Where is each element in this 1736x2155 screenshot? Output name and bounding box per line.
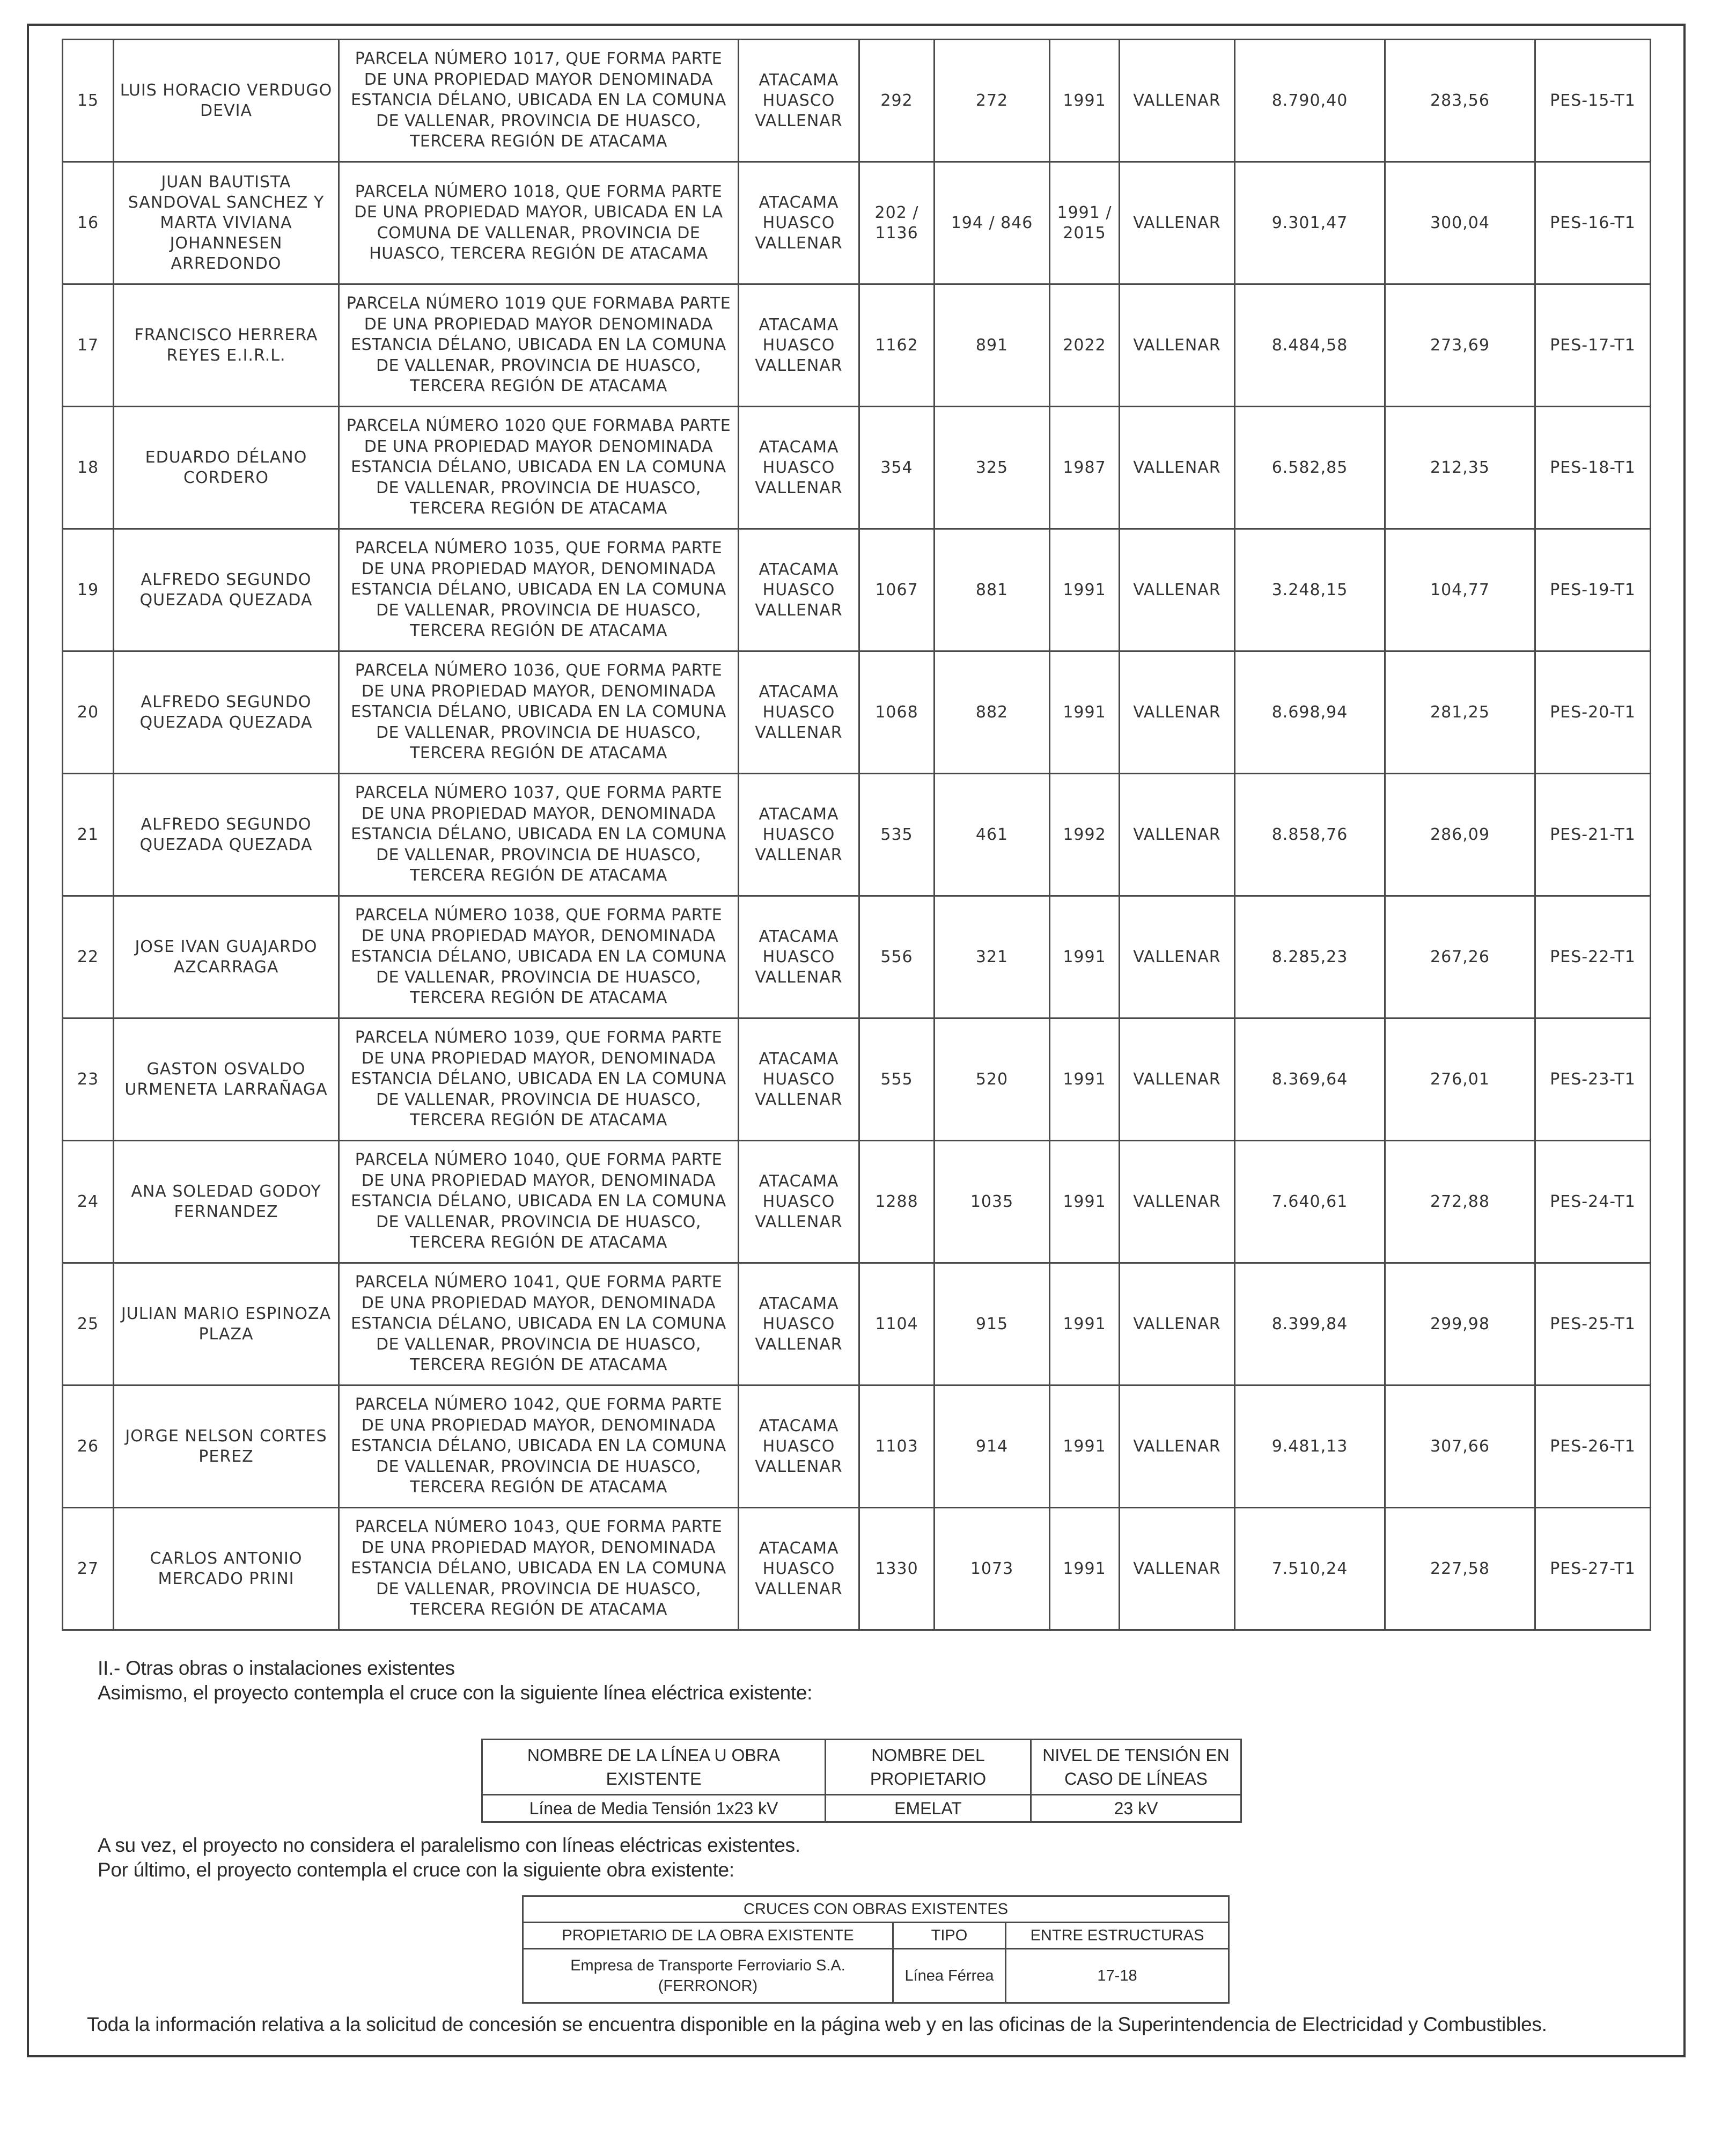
parcel-area: 8.285,23 xyxy=(1235,896,1385,1018)
parcel-number: 26 xyxy=(63,1386,114,1508)
parcel-owner: FRANCISCO HERRERA REYES E.I.R.L. xyxy=(114,284,339,407)
parcel-registry-number: 1035 xyxy=(935,1141,1050,1263)
parcel-fojas: 1068 xyxy=(859,651,935,774)
lines-cell-line-name: Línea de Media Tensión 1x23 kV xyxy=(482,1795,826,1822)
crossings-cell-type: Línea Férrea xyxy=(893,1949,1006,2003)
parcel-code: PES-21-T1 xyxy=(1535,774,1651,896)
parcel-region: ATACAMA HUASCO VALLENAR xyxy=(739,1263,859,1386)
parcel-length: 227,58 xyxy=(1385,1508,1535,1630)
parcel-registry-office: VALLENAR xyxy=(1120,162,1235,284)
crossings-header-type: TIPO xyxy=(893,1923,1006,1949)
parcel-region: ATACAMA HUASCO VALLENAR xyxy=(739,774,859,896)
crossings-row xyxy=(523,1949,1229,2003)
parcel-year: 1991 xyxy=(1050,529,1120,651)
parcel-fojas: 354 xyxy=(859,407,935,529)
lines-table-row xyxy=(482,1795,1241,1822)
parcel-table xyxy=(62,39,1651,1631)
parcel-owner: JORGE NELSON CORTES PEREZ xyxy=(114,1386,339,1508)
footer-note: Toda la información relativa a la solicitud de concesión se encuentra disponible en la página web y en las oficinas de la Superintendencia de Electricidad y Combustibles. xyxy=(87,2013,1547,2035)
parcel-year: 1991 / 2015 xyxy=(1050,162,1120,284)
crossings-cell-owner: Empresa de Transporte Ferroviario S.A. (FERRONOR) xyxy=(523,1949,893,2003)
parcel-owner: JUAN BAUTISTA SANDOVAL SANCHEZ Y MARTA VIVIANA JOHANNESEN ARREDONDO xyxy=(114,162,339,284)
parcel-area: 7.640,61 xyxy=(1235,1141,1385,1263)
parcel-description: PARCELA NÚMERO 1020 QUE FORMABA PARTE DE UNA PROPIEDAD MAYOR DENOMINADA ESTANCIA DÉLANO, UBICADA EN LA COMUNA DE VALLENAR, PROVINCIA DE HUASCO, TERCERA REGIÓN DE ATACAMA xyxy=(339,407,739,529)
parcel-description: PARCELA NÚMERO 1019 QUE FORMABA PARTE DE UNA PROPIEDAD MAYOR DENOMINADA ESTANCIA DÉLANO, UBICADA EN LA COMUNA DE VALLENAR, PROVINCIA DE HUASCO, TERCERA REGIÓN DE ATACAMA xyxy=(339,284,739,407)
parcel-area: 8.698,94 xyxy=(1235,651,1385,774)
parcel-area: 3.248,15 xyxy=(1235,529,1385,651)
existing-lines-table xyxy=(481,1739,1242,1823)
parcel-fojas: 555 xyxy=(859,1018,935,1141)
parcel-registry-number: 1073 xyxy=(935,1508,1050,1630)
lines-cell-owner: EMELAT xyxy=(826,1795,1031,1822)
parcel-number: 24 xyxy=(63,1141,114,1263)
lines-cell-voltage: 23 kV xyxy=(1031,1795,1241,1822)
parcel-description: PARCELA NÚMERO 1039, QUE FORMA PARTE DE UNA PROPIEDAD MAYOR, DENOMINADA ESTANCIA DÉLANO, UBICADA EN LA COMUNA DE VALLENAR, PROVINCIA DE HUASCO, TERCERA REGIÓN DE ATACAMA xyxy=(339,1018,739,1141)
parcel-fojas: 202 / 1136 xyxy=(859,162,935,284)
parcel-registry-number: 914 xyxy=(935,1386,1050,1508)
parcel-description: PARCELA NÚMERO 1035, QUE FORMA PARTE DE UNA PROPIEDAD MAYOR, DENOMINADA ESTANCIA DÉLANO, UBICADA EN LA COMUNA DE VALLENAR, PROVINCIA DE HUASCO, TERCERA REGIÓN DE ATACAMA xyxy=(339,529,739,651)
parcel-registry-office: VALLENAR xyxy=(1120,40,1235,162)
crossings-title-row xyxy=(523,1896,1229,1923)
parcel-number: 20 xyxy=(63,651,114,774)
table-row xyxy=(63,896,1651,1018)
parcel-year: 1991 xyxy=(1050,1018,1120,1141)
parcel-number: 15 xyxy=(63,40,114,162)
table-row xyxy=(63,1508,1651,1630)
parcel-length: 300,04 xyxy=(1385,162,1535,284)
parcel-description: PARCELA NÚMERO 1038, QUE FORMA PARTE DE UNA PROPIEDAD MAYOR, DENOMINADA ESTANCIA DÉLANO, UBICADA EN LA COMUNA DE VALLENAR, PROVINCIA DE HUASCO, TERCERA REGIÓN DE ATACAMA xyxy=(339,896,739,1018)
crossings-header-owner: PROPIETARIO DE LA OBRA EXISTENTE xyxy=(523,1923,893,1949)
parcel-fojas: 1162 xyxy=(859,284,935,407)
parcel-area: 8.858,76 xyxy=(1235,774,1385,896)
parcel-registry-number: 882 xyxy=(935,651,1050,774)
parcel-code: PES-16-T1 xyxy=(1535,162,1651,284)
crossings-title: CRUCES CON OBRAS EXISTENTES xyxy=(523,1896,1229,1923)
cross-intro-text: Por último, el proyecto contempla el cruce con la siguiente obra existente: xyxy=(98,1859,734,1881)
parcel-length: 272,88 xyxy=(1385,1141,1535,1263)
table-row xyxy=(63,1263,1651,1386)
parcel-area: 9.481,13 xyxy=(1235,1386,1385,1508)
parcel-fojas: 1330 xyxy=(859,1508,935,1630)
parcel-code: PES-17-T1 xyxy=(1535,284,1651,407)
crossings-header-structures: ENTRE ESTRUCTURAS xyxy=(1006,1923,1229,1949)
table-row xyxy=(63,407,1651,529)
parcel-region: ATACAMA HUASCO VALLENAR xyxy=(739,1018,859,1141)
parcel-length: 286,09 xyxy=(1385,774,1535,896)
parcel-registry-office: VALLENAR xyxy=(1120,529,1235,651)
parcel-description: PARCELA NÚMERO 1018, QUE FORMA PARTE DE UNA PROPIEDAD MAYOR, UBICADA EN LA COMUNA DE VALLENAR, PROVINCIA DE HUASCO, TERCERA REGIÓN DE ATACAMA xyxy=(339,162,739,284)
parcel-number: 17 xyxy=(63,284,114,407)
parcel-registry-number: 194 / 846 xyxy=(935,162,1050,284)
table-row xyxy=(63,774,1651,896)
parcel-description: PARCELA NÚMERO 1041, QUE FORMA PARTE DE UNA PROPIEDAD MAYOR, DENOMINADA ESTANCIA DÉLANO, UBICADA EN LA COMUNA DE VALLENAR, PROVINCIA DE HUASCO, TERCERA REGIÓN DE ATACAMA xyxy=(339,1263,739,1386)
section-ii-intro: Asimismo, el proyecto contempla el cruce con la siguiente línea eléctrica existente: xyxy=(98,1682,813,1704)
parcel-number: 19 xyxy=(63,529,114,651)
parcel-number: 25 xyxy=(63,1263,114,1386)
parcel-owner: ANA SOLEDAD GODOY FERNANDEZ xyxy=(114,1141,339,1263)
parcel-code: PES-22-T1 xyxy=(1535,896,1651,1018)
parcel-year: 1991 xyxy=(1050,1141,1120,1263)
parcel-description: PARCELA NÚMERO 1042, QUE FORMA PARTE DE UNA PROPIEDAD MAYOR, DENOMINADA ESTANCIA DÉLANO, UBICADA EN LA COMUNA DE VALLENAR, PROVINCIA DE HUASCO, TERCERA REGIÓN DE ATACAMA xyxy=(339,1386,739,1508)
parcel-number: 16 xyxy=(63,162,114,284)
parcel-registry-number: 461 xyxy=(935,774,1050,896)
lines-header-owner: NOMBRE DEL PROPIETARIO xyxy=(826,1740,1031,1795)
parcel-length: 283,56 xyxy=(1385,40,1535,162)
parcel-owner: JOSE IVAN GUAJARDO AZCARRAGA xyxy=(114,896,339,1018)
parcel-area: 7.510,24 xyxy=(1235,1508,1385,1630)
parcel-length: 104,77 xyxy=(1385,529,1535,651)
parcel-area: 8.484,58 xyxy=(1235,284,1385,407)
parcel-year: 1991 xyxy=(1050,651,1120,774)
parcel-length: 307,66 xyxy=(1385,1386,1535,1508)
parcel-fojas: 292 xyxy=(859,40,935,162)
parcel-owner: LUIS HORACIO VERDUGO DEVIA xyxy=(114,40,339,162)
parcel-length: 281,25 xyxy=(1385,651,1535,774)
parcel-registry-office: VALLENAR xyxy=(1120,1508,1235,1630)
parcel-year: 1991 xyxy=(1050,40,1120,162)
table-row xyxy=(63,1386,1651,1508)
parcel-region: ATACAMA HUASCO VALLENAR xyxy=(739,40,859,162)
parcel-region: ATACAMA HUASCO VALLENAR xyxy=(739,896,859,1018)
parcel-registry-number: 520 xyxy=(935,1018,1050,1141)
parcel-registry-office: VALLENAR xyxy=(1120,1263,1235,1386)
parcel-number: 18 xyxy=(63,407,114,529)
parcel-owner: GASTON OSVALDO URMENETA LARRAÑAGA xyxy=(114,1018,339,1141)
parcel-year: 2022 xyxy=(1050,284,1120,407)
parcel-code: PES-23-T1 xyxy=(1535,1018,1651,1141)
parcel-registry-office: VALLENAR xyxy=(1120,774,1235,896)
parcel-code: PES-15-T1 xyxy=(1535,40,1651,162)
parcel-code: PES-20-T1 xyxy=(1535,651,1651,774)
parcel-region: ATACAMA HUASCO VALLENAR xyxy=(739,1508,859,1630)
table-row xyxy=(63,162,1651,284)
parcel-region: ATACAMA HUASCO VALLENAR xyxy=(739,1141,859,1263)
parcel-length: 212,35 xyxy=(1385,407,1535,529)
table-row xyxy=(63,284,1651,407)
parcel-registry-office: VALLENAR xyxy=(1120,407,1235,529)
lines-header-line-name: NOMBRE DE LA LÍNEA U OBRA EXISTENTE xyxy=(482,1740,826,1795)
parcel-registry-office: VALLENAR xyxy=(1120,1141,1235,1263)
parcel-owner: CARLOS ANTONIO MERCADO PRINI xyxy=(114,1508,339,1630)
parcel-area: 9.301,47 xyxy=(1235,162,1385,284)
parcel-year: 1991 xyxy=(1050,1386,1120,1508)
crossings-cell-structures: 17-18 xyxy=(1006,1949,1229,2003)
parcel-region: ATACAMA HUASCO VALLENAR xyxy=(739,651,859,774)
parcel-description: PARCELA NÚMERO 1040, QUE FORMA PARTE DE UNA PROPIEDAD MAYOR, DENOMINADA ESTANCIA DÉLANO, UBICADA EN LA COMUNA DE VALLENAR, PROVINCIA DE HUASCO, TERCERA REGIÓN DE ATACAMA xyxy=(339,1141,739,1263)
parcel-year: 1991 xyxy=(1050,1263,1120,1386)
parcel-fojas: 556 xyxy=(859,896,935,1018)
parcel-fojas: 1288 xyxy=(859,1141,935,1263)
crossings-header-row xyxy=(523,1923,1229,1949)
parcel-region: ATACAMA HUASCO VALLENAR xyxy=(739,1386,859,1508)
lines-header-voltage: NIVEL DE TENSIÓN EN CASO DE LÍNEAS xyxy=(1031,1740,1241,1795)
parcel-number: 22 xyxy=(63,896,114,1018)
parcel-fojas: 1067 xyxy=(859,529,935,651)
parcel-registry-office: VALLENAR xyxy=(1120,1018,1235,1141)
parcel-registry-office: VALLENAR xyxy=(1120,896,1235,1018)
parcel-registry-number: 881 xyxy=(935,529,1050,651)
table-row xyxy=(63,40,1651,162)
parcel-registry-office: VALLENAR xyxy=(1120,284,1235,407)
paralelism-text: A su vez, el proyecto no considera el paralelismo con líneas eléctricas existentes. xyxy=(98,1834,800,1856)
table-row xyxy=(63,1018,1651,1141)
parcel-registry-office: VALLENAR xyxy=(1120,651,1235,774)
parcel-code: PES-25-T1 xyxy=(1535,1263,1651,1386)
parcel-registry-number: 325 xyxy=(935,407,1050,529)
parcel-region: ATACAMA HUASCO VALLENAR xyxy=(739,529,859,651)
parcel-description: PARCELA NÚMERO 1017, QUE FORMA PARTE DE UNA PROPIEDAD MAYOR DENOMINADA ESTANCIA DÉLANO, UBICADA EN LA COMUNA DE VALLENAR, PROVINCIA DE HUASCO, TERCERA REGIÓN DE ATACAMA xyxy=(339,40,739,162)
parcel-registry-number: 891 xyxy=(935,284,1050,407)
parcel-owner: ALFREDO SEGUNDO QUEZADA QUEZADA xyxy=(114,529,339,651)
parcel-registry-office: VALLENAR xyxy=(1120,1386,1235,1508)
parcel-description: PARCELA NÚMERO 1043, QUE FORMA PARTE DE UNA PROPIEDAD MAYOR, DENOMINADA ESTANCIA DÉLANO, UBICADA EN LA COMUNA DE VALLENAR, PROVINCIA DE HUASCO, TERCERA REGIÓN DE ATACAMA xyxy=(339,1508,739,1630)
parcel-code: PES-18-T1 xyxy=(1535,407,1651,529)
parcel-registry-number: 321 xyxy=(935,896,1050,1018)
parcel-region: ATACAMA HUASCO VALLENAR xyxy=(739,284,859,407)
table-row xyxy=(63,1141,1651,1263)
parcel-area: 8.399,84 xyxy=(1235,1263,1385,1386)
parcel-year: 1991 xyxy=(1050,896,1120,1018)
parcel-length: 276,01 xyxy=(1385,1018,1535,1141)
parcel-year: 1991 xyxy=(1050,1508,1120,1630)
parcel-area: 8.369,64 xyxy=(1235,1018,1385,1141)
parcel-code: PES-24-T1 xyxy=(1535,1141,1651,1263)
parcel-length: 273,69 xyxy=(1385,284,1535,407)
parcel-fojas: 1104 xyxy=(859,1263,935,1386)
parcel-description: PARCELA NÚMERO 1036, QUE FORMA PARTE DE UNA PROPIEDAD MAYOR, DENOMINADA ESTANCIA DÉLANO, UBICADA EN LA COMUNA DE VALLENAR, PROVINCIA DE HUASCO, TERCERA REGIÓN DE ATACAMA xyxy=(339,651,739,774)
section-ii-heading: II.- Otras obras o instalaciones existentes xyxy=(98,1657,455,1679)
parcel-region: ATACAMA HUASCO VALLENAR xyxy=(739,407,859,529)
parcel-code: PES-26-T1 xyxy=(1535,1386,1651,1508)
parcel-length: 299,98 xyxy=(1385,1263,1535,1386)
parcel-area: 6.582,85 xyxy=(1235,407,1385,529)
parcel-code: PES-27-T1 xyxy=(1535,1508,1651,1630)
parcel-owner: JULIAN MARIO ESPINOZA PLAZA xyxy=(114,1263,339,1386)
parcel-number: 21 xyxy=(63,774,114,896)
parcel-region: ATACAMA HUASCO VALLENAR xyxy=(739,162,859,284)
parcel-fojas: 1103 xyxy=(859,1386,935,1508)
lines-table-header-row xyxy=(482,1740,1241,1795)
parcel-year: 1992 xyxy=(1050,774,1120,896)
parcel-number: 27 xyxy=(63,1508,114,1630)
crossings-table xyxy=(522,1895,1230,2004)
parcel-code: PES-19-T1 xyxy=(1535,529,1651,651)
table-row xyxy=(63,651,1651,774)
parcel-number: 23 xyxy=(63,1018,114,1141)
parcel-description: PARCELA NÚMERO 1037, QUE FORMA PARTE DE UNA PROPIEDAD MAYOR, DENOMINADA ESTANCIA DÉLANO, UBICADA EN LA COMUNA DE VALLENAR, PROVINCIA DE HUASCO, TERCERA REGIÓN DE ATACAMA xyxy=(339,774,739,896)
parcel-owner: ALFREDO SEGUNDO QUEZADA QUEZADA xyxy=(114,774,339,896)
parcel-year: 1987 xyxy=(1050,407,1120,529)
parcel-registry-number: 272 xyxy=(935,40,1050,162)
parcel-owner: ALFREDO SEGUNDO QUEZADA QUEZADA xyxy=(114,651,339,774)
parcel-fojas: 535 xyxy=(859,774,935,896)
parcel-registry-number: 915 xyxy=(935,1263,1050,1386)
parcel-table-body xyxy=(63,40,1651,1630)
parcel-length: 267,26 xyxy=(1385,896,1535,1018)
table-row xyxy=(63,529,1651,651)
parcel-owner: EDUARDO DÉLANO CORDERO xyxy=(114,407,339,529)
parcel-area: 8.790,40 xyxy=(1235,40,1385,162)
